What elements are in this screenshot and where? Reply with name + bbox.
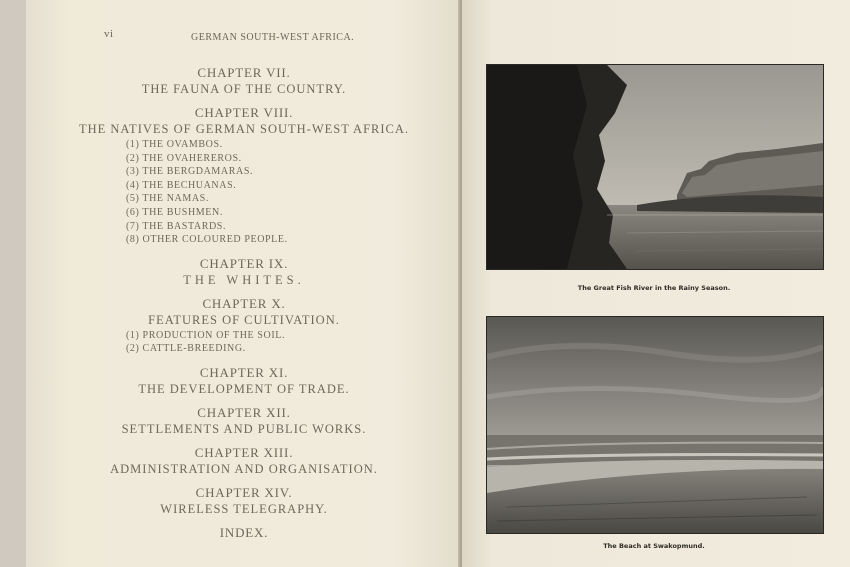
background-surface bbox=[0, 0, 28, 567]
chapter-title: WIRELESS TELEGRAPHY. bbox=[160, 501, 328, 516]
chapter-entry bbox=[26, 404, 462, 438]
subsection-list bbox=[26, 138, 462, 247]
running-head-title: GERMAN SOUTH-WEST AFRICA. bbox=[191, 32, 355, 43]
table-of-contents bbox=[26, 58, 462, 541]
chapter-number: CHAPTER XIII. bbox=[194, 444, 294, 460]
beach-photo-graphic bbox=[487, 317, 823, 533]
chapter-entry bbox=[26, 364, 462, 398]
subsection-item: (4) THE BECHUANAS. bbox=[126, 179, 237, 191]
subsection-item: (2) CATTLE-BREEDING. bbox=[126, 343, 246, 355]
subsection-item: (6) THE BUSHMEN. bbox=[126, 206, 223, 218]
subsection-item: (5) THE NAMAS. bbox=[126, 193, 209, 205]
chapter-entry bbox=[26, 64, 462, 98]
index-label: INDEX. bbox=[219, 524, 269, 540]
photo-swakopmund-beach bbox=[486, 316, 824, 534]
page-folio: vi bbox=[104, 28, 114, 40]
chapter-title: THE DEVELOPMENT OF TRADE. bbox=[138, 381, 350, 396]
photo-caption: The Great Fish River in the Rainy Season. bbox=[577, 284, 731, 292]
photo-fish-river bbox=[486, 64, 824, 270]
subsection-item: (1) THE OVAMBOS. bbox=[126, 139, 223, 150]
chapter-number: CHAPTER X. bbox=[202, 295, 286, 311]
right-page bbox=[462, 0, 850, 567]
chapter-entry bbox=[26, 484, 462, 518]
subsection-item: (8) OTHER COLOURED PEOPLE. bbox=[126, 234, 288, 246]
chapter-number: CHAPTER XI. bbox=[199, 364, 289, 380]
chapter-entry bbox=[26, 444, 462, 478]
subsection-item: (3) THE BERGDAMARAS. bbox=[126, 166, 254, 178]
chapter-number: CHAPTER VII. bbox=[197, 65, 291, 80]
chapter-entry bbox=[26, 295, 462, 329]
photo-caption: The Beach at Swakopmund. bbox=[603, 542, 705, 550]
chapter-number: CHAPTER IX. bbox=[199, 255, 289, 271]
subsection-list bbox=[26, 329, 462, 356]
river-photo-graphic bbox=[487, 65, 823, 269]
chapter-title: THE WHITES. bbox=[183, 272, 305, 287]
chapter-title: THE NATIVES OF GERMAN SOUTH-WEST AFRICA. bbox=[78, 122, 410, 136]
left-page bbox=[26, 0, 462, 567]
chapter-entry bbox=[26, 255, 462, 289]
chapter-number: CHAPTER VIII. bbox=[194, 105, 294, 120]
subsection-item: (2) THE OVAHEREROS. bbox=[126, 152, 242, 164]
chapter-title: THE FAUNA OF THE COUNTRY. bbox=[141, 82, 347, 96]
chapter-entry bbox=[26, 104, 462, 138]
index-heading bbox=[26, 524, 462, 541]
chapter-title: FEATURES OF CULTIVATION. bbox=[148, 312, 340, 327]
subsection-item: (1) PRODUCTION OF THE SOIL. bbox=[126, 329, 286, 341]
chapter-number: CHAPTER XII. bbox=[197, 404, 291, 420]
subsection-item: (7) THE BASTARDS. bbox=[126, 220, 227, 232]
chapter-number: CHAPTER XIV. bbox=[195, 484, 293, 500]
chapter-title: ADMINISTRATION AND ORGANISATION. bbox=[110, 461, 378, 476]
chapter-title: SETTLEMENTS AND PUBLIC WORKS. bbox=[121, 421, 367, 436]
